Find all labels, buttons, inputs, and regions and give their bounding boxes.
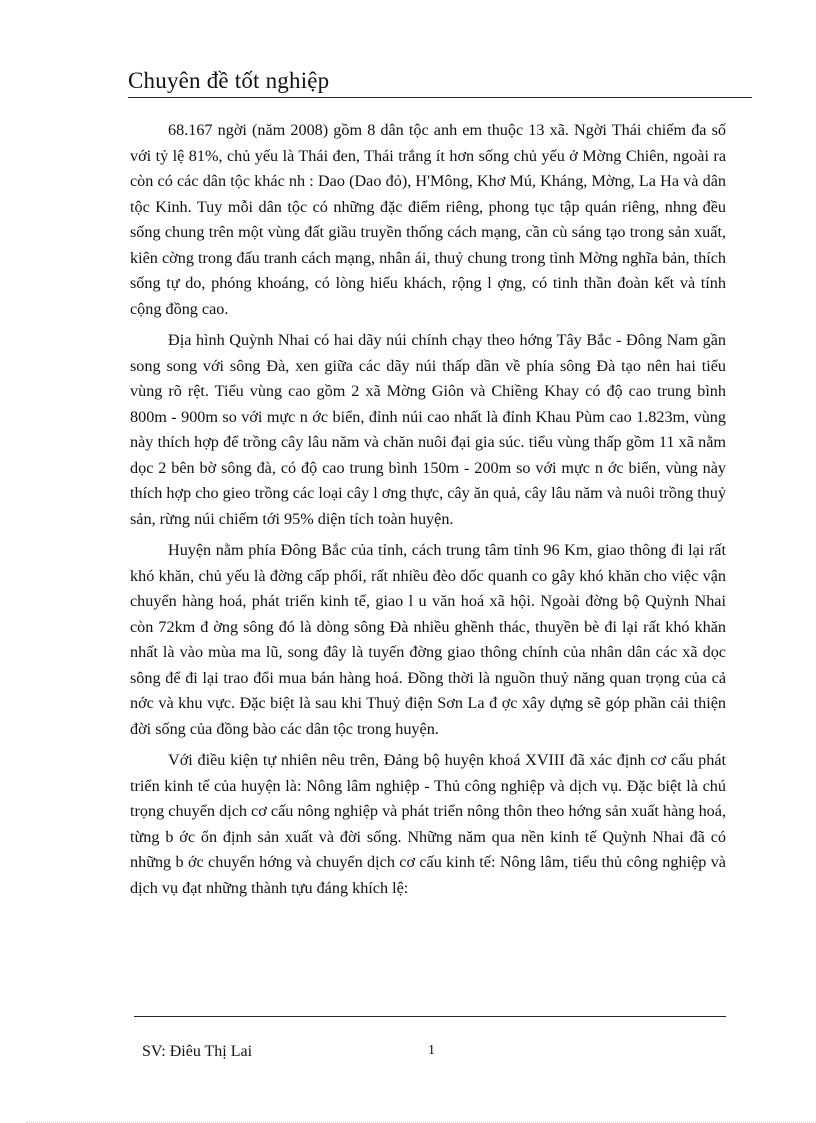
- paragraph-2: Địa hình Quỳnh Nhai có hai dãy núi chính chạy theo hớng Tây Bắc - Đông Nam gần song song với sông Đà, xen giữa các dãy núi thấp dần về phía sông Đà tạo nên hai tiểu vùng rõ rệt. Tiểu vùng cao gồm 2 xã Mờng Giôn và Chiềng Khay có độ cao trung bình 800m - 900m so với mực n ớc biển, đỉnh núi cao nhất là đỉnh Khau Pùm cao 1.823m, vùng này thích hợp để trồng cây lâu năm và chăn nuôi đại gia súc. tiểu vùng thấp gồm 11 xã nằm dọc 2 bên bờ sông đà, có độ cao trung bình 150m - 200m so với mực n ớc biển, vùng này thích hợp cho gieo trồng các loại cây l ơng thực, cây ăn quả, cây lâu năm và nuôi trồng thuỷ sản, rừng núi chiếm tới 95% diện tích toàn huyện.: [130, 331, 726, 528]
- paragraph-1: 68.167 ngời (năm 2008) gồm 8 dân tộc anh em thuộc 13 xã. Ngời Thái chiếm đa số với tỷ lệ 81%, chủ yếu là Thái đen, Thái trắng ít hơn sống chủ yếu ở Mờng Chiên, ngoài ra còn có các dân tộc khác nh : Dao (Dao đỏ), H'Mông, Khơ Mú, Kháng, Mờng, La Ha và dân tộc Kinh. Tuy mỗi dân tộc có những đặc điểm riêng, phong tục tập quán riêng, nhng đều sống chung trên một vùng đất giầu truyền thống cách mạng, cần cù sáng tạo trong sản xuất, kiên cờng trong đấu tranh cách mạng, nhân ái, thuỷ chung trong tình Mờng nghĩa bản, thích sống tự do, phóng khoáng, có lòng hiếu khách, rộng l ợng, có tinh thần đoàn kết và tính cộng đồng cao.: [130, 121, 726, 318]
- footer-author: SV: Điêu Thị Lai: [142, 1043, 253, 1060]
- paragraph-4: Với điều kiện tự nhiên nêu trên, Đảng bộ huyện khoá XVIII đã xác định cơ cấu phát triển kinh tế của huyện là: Nông lâm nghiệp - Thủ công nghiệp và dịch vụ. Đặc biệt là chú trọng chuyển dịch cơ cấu nông nghiệp và phát triển nông thôn theo hớng sản xuất hàng hoá, từng b ớc ổn định sản xuất và đời sống. Những năm qua nền kinh tế Quỳnh Nhai đã có những b ớc chuyển hớng và chuyển dịch cơ cấu kinh tế: Nông lâm, tiểu thủ công nghiệp và dịch vụ đạt những thành tựu đáng khích lệ:: [130, 751, 726, 897]
- paragraph-3: Huyện nằm phía Đông Bắc của tỉnh, cách trung tâm tỉnh 96 Km, giao thông đi lại rất khó khăn, chủ yếu là đờng cấp phối, rất nhiều đèo dốc quanh co gây khó khăn cho việc vận chuyển hàng hoá, phát triển kinh tế, giao l u văn hoá xã hội. Ngoài đờng bộ Quỳnh Nhai còn 72km đ ờng sông đó là dòng sông Đà nhiều ghềnh thác, thuyền bè đi lại rất khó khăn nhất là vào mùa ma lũ, song đây là tuyến đờng giao thông chính của nhân dân các xã dọc sông để đi lại trao đổi mua bán hàng hoá. Đồng thời là nguồn thuỷ năng quan trọng của cả nớc và khu vực. Đặc biệt là sau khi Thuỷ điện Sơn La đ ợc xây dựng sẽ góp phần cải thiện đời sống của đồng bào các dân tộc trong huyện.: [130, 541, 726, 738]
- page-header-title: Chuyên đề tốt nghiệp: [128, 68, 330, 93]
- footer-divider: [134, 1016, 726, 1017]
- header-divider: [128, 97, 752, 98]
- page-number: 1: [428, 1043, 435, 1058]
- document-body: [130, 118, 726, 907]
